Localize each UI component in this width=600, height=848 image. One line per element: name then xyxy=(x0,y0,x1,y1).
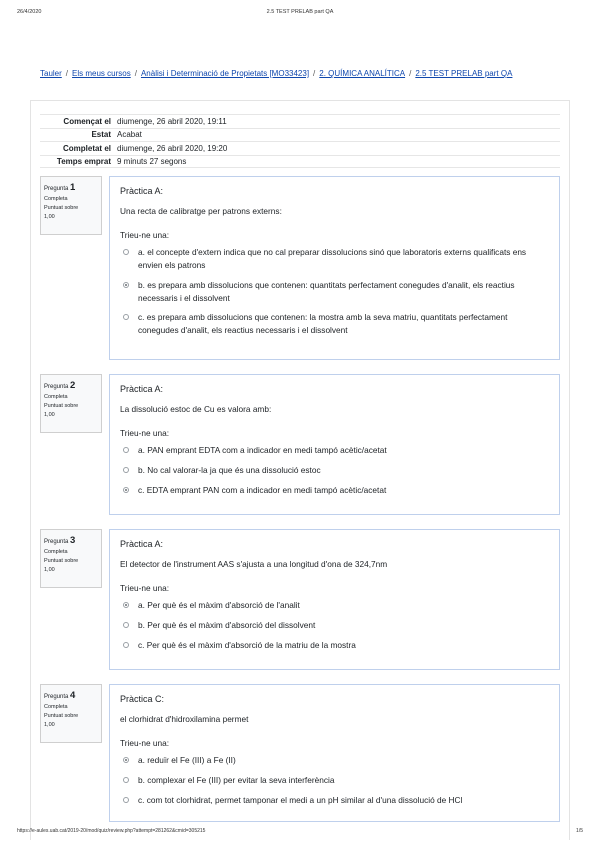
summary-label: Temps emprat xyxy=(56,156,111,166)
question-score: 1,00 xyxy=(44,566,55,573)
answer-option[interactable] xyxy=(120,794,549,807)
radio-button[interactable] xyxy=(123,642,129,648)
answer-label: a. reduïr el Fe (III) a Fe (II) xyxy=(138,755,236,765)
question-number: Pregunta 2 xyxy=(44,380,76,391)
question-info xyxy=(40,529,102,588)
answer-label: c. EDTA emprant PAN com a indicador en medi tampó acètic/acetat xyxy=(138,484,387,495)
radio-button[interactable] xyxy=(123,777,129,783)
attempt-summary-table xyxy=(40,114,560,168)
radio-button[interactable] xyxy=(123,282,129,288)
answer-label: c. Per què és el màxim d'absorció de la matriu de la mostra xyxy=(138,639,356,650)
question-heading: Pràctica A: xyxy=(120,186,164,196)
answer-option[interactable] xyxy=(120,754,549,767)
summary-label: Completat el xyxy=(62,143,111,153)
radio-button[interactable] xyxy=(123,622,129,628)
answer-option[interactable] xyxy=(120,639,549,652)
question-score-label: Puntuat sobre xyxy=(44,557,79,564)
summary-row-started xyxy=(40,114,560,128)
answer-prompt: Trieu-ne una: xyxy=(120,583,170,593)
answer-option[interactable] xyxy=(120,311,549,337)
print-title: 2.5 TEST PRELAB part QA xyxy=(266,9,334,15)
answer-label: a. el concepte d'extern indica que no cal preparar dissolucions sinó que laboratoris externs qualificats ens envien els patrons xyxy=(138,247,527,270)
answer-label: a. Per què és el màxim d'absorció de l'analit xyxy=(138,600,300,610)
answer-option[interactable] xyxy=(120,774,549,787)
answer-label: b. Per què és el màxim d'absorció del dissolvent xyxy=(138,619,316,630)
print-page-number: 1/5 xyxy=(576,828,583,834)
question-info xyxy=(40,684,102,743)
radio-button[interactable] xyxy=(123,602,129,608)
summary-value: diumenge, 26 abril 2020, 19:20 xyxy=(117,143,228,153)
answer-option[interactable] xyxy=(120,599,549,612)
summary-row-completed xyxy=(40,141,560,155)
radio-button[interactable] xyxy=(123,467,129,473)
question-status: Completa xyxy=(44,196,68,203)
radio-button[interactable] xyxy=(123,447,129,453)
summary-value: 9 minuts 27 segons xyxy=(117,156,187,166)
question-heading: Pràctica A: xyxy=(120,384,164,394)
question-score-label: Puntuat sobre xyxy=(44,712,79,719)
breadcrumb-link-section[interactable]: 2. QUÍMICA ANALÍTICA xyxy=(319,69,406,78)
question-score: 1,00 xyxy=(44,213,55,220)
question-text: La dissolució estoc de Cu es valora amb: xyxy=(120,404,272,414)
print-header xyxy=(17,9,583,19)
answer-prompt: Trieu-ne una: xyxy=(120,230,170,240)
question-number: Pregunta 1 xyxy=(44,182,76,193)
breadcrumb-separator: / xyxy=(134,69,137,78)
answer-label: c. com tot clorhidrat, permet tamponar el medi a un pH similar al d'una dissolució de HCl xyxy=(138,794,463,805)
breadcrumb-separator: / xyxy=(65,69,69,78)
question-number: Pregunta 3 xyxy=(44,535,76,546)
question-score-label: Puntuat sobre xyxy=(44,402,79,409)
question-content xyxy=(109,684,560,822)
breadcrumb-separator: / xyxy=(409,69,412,78)
summary-value: diumenge, 26 abril 2020, 19:11 xyxy=(117,116,227,126)
summary-label: Estat xyxy=(91,130,111,140)
breadcrumb-link-my-courses[interactable]: Els meus cursos xyxy=(72,69,131,78)
question-score-label: Puntuat sobre xyxy=(44,204,79,211)
summary-row-time xyxy=(40,155,560,169)
question-content xyxy=(109,176,560,360)
print-date: 26/4/2020 xyxy=(17,9,42,15)
breadcrumb-link-quiz[interactable]: 2.5 TEST PRELAB part QA xyxy=(415,69,513,78)
answer-prompt: Trieu-ne una: xyxy=(120,738,170,748)
question-number: Pregunta 4 xyxy=(44,690,76,701)
answer-option[interactable] xyxy=(120,484,549,497)
summary-value: Acabat xyxy=(117,130,142,140)
question-status: Completa xyxy=(44,394,68,401)
radio-button[interactable] xyxy=(123,314,129,320)
answer-label: b. No cal valorar-la ja que és una dissolució estoc xyxy=(138,464,321,475)
question-info xyxy=(40,374,102,433)
question-status: Completa xyxy=(44,549,68,556)
answer-prompt: Trieu-ne una: xyxy=(120,428,170,438)
print-footer xyxy=(17,828,583,838)
answer-option[interactable] xyxy=(120,619,549,632)
radio-button[interactable] xyxy=(123,797,129,803)
breadcrumb-link-course[interactable]: Anàlisi i Determinació de Propietats [MO33423] xyxy=(140,69,310,78)
question-score: 1,00 xyxy=(44,721,55,728)
print-url: https://e-aules.uab.cat/2019-20/mod/quiz/review.php?attempt=281262&cmid=305215 xyxy=(17,828,206,834)
breadcrumb-link-dashboard[interactable]: Tauler xyxy=(40,69,62,78)
question-text: Una recta de calibratge per patrons externs: xyxy=(120,206,282,216)
answer-option[interactable] xyxy=(120,246,549,272)
question-heading: Pràctica C: xyxy=(120,694,165,704)
question-content xyxy=(109,529,560,670)
answer-label: b. complexar el Fe (III) per evitar la seva interferència xyxy=(138,774,335,785)
answer-label: c. es prepara amb dissolucions que contenen: la mostra amb la seva matriu, quantitats perfectament conegudes d'analit, els reactius necessaris i el dissolvent xyxy=(138,312,508,336)
breadcrumb xyxy=(40,69,560,78)
question-heading: Pràctica A: xyxy=(120,539,164,549)
question-info xyxy=(40,176,102,235)
summary-label: Començat el xyxy=(63,116,111,126)
radio-button[interactable] xyxy=(123,757,129,763)
question-text: el clorhidrat d'hidroxilamina permet xyxy=(120,714,249,724)
radio-button[interactable] xyxy=(123,249,129,255)
answer-option[interactable] xyxy=(120,444,549,457)
question-score: 1,00 xyxy=(44,411,55,418)
answer-label: a. PAN emprant EDTA com a indicador en medi tampó acètic/acetat xyxy=(138,445,387,455)
question-text: El detector de l'instrument AAS s'ajusta a una longitud d'ona de 324,7nm xyxy=(120,559,388,569)
summary-row-state xyxy=(40,128,560,142)
answer-label: b. es prepara amb dissolucions que contenen: quantitats perfectament conegudes d'analit, els reactius necessaris i el dissolvent xyxy=(138,279,515,303)
breadcrumb-separator: / xyxy=(313,69,316,78)
answer-option[interactable] xyxy=(120,464,549,477)
answer-option[interactable] xyxy=(120,279,549,305)
question-status: Completa xyxy=(44,704,68,711)
question-content xyxy=(109,374,560,515)
radio-button[interactable] xyxy=(123,487,129,493)
